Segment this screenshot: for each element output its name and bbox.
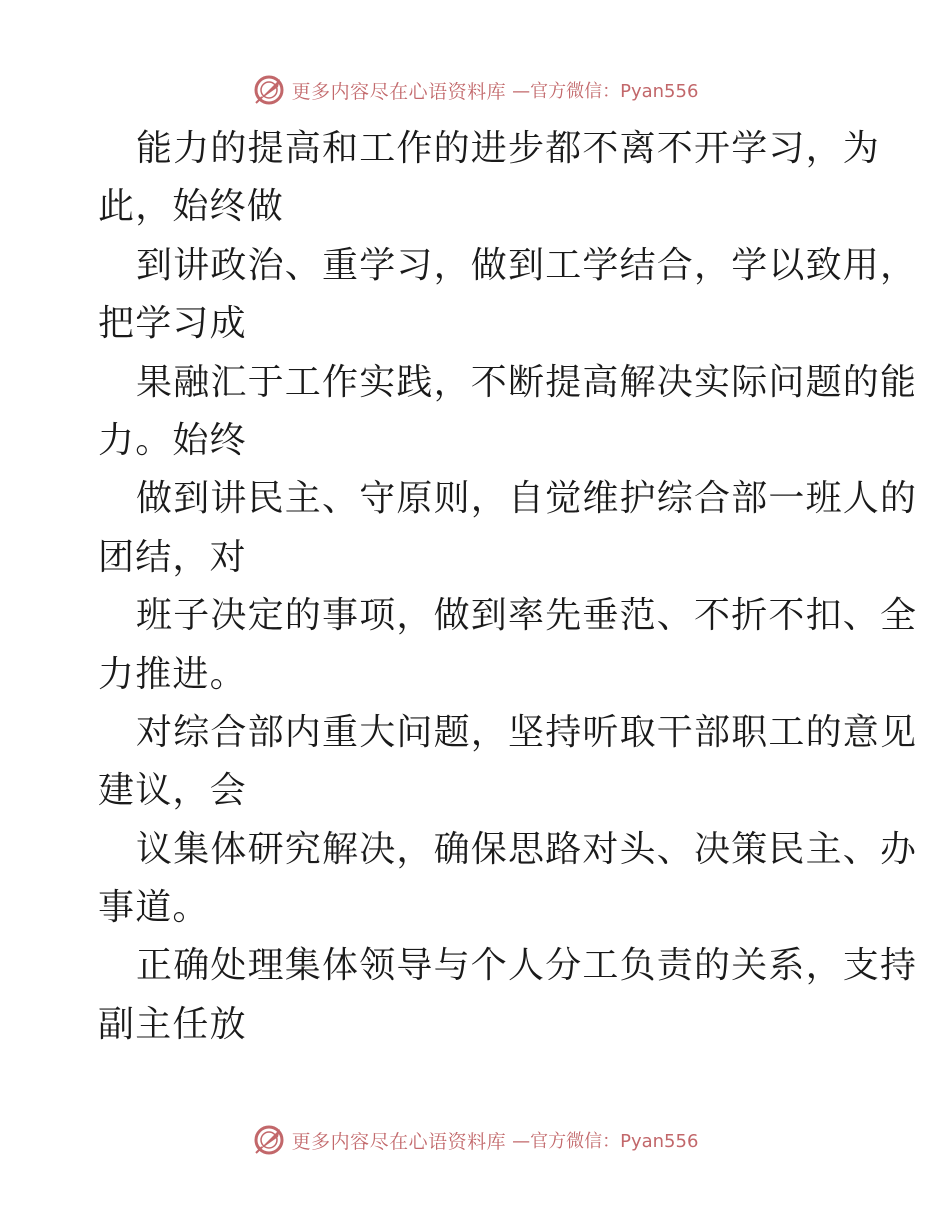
text-line: 此，始终做 bbox=[98, 186, 285, 228]
text-line: 力。始终 bbox=[98, 419, 247, 461]
quill-seal-logo-icon bbox=[252, 73, 286, 107]
text-line: 果融汇于工作实践，不断提高解决实际问题的能 bbox=[136, 361, 918, 403]
text-line: 团结，对 bbox=[98, 536, 247, 578]
footer-banner bbox=[0, 1120, 950, 1160]
text-line: 能力的提高和工作的进步都不离不开学习，为 bbox=[136, 128, 881, 169]
text-line: 做到讲民主、守原则，自觉维护综合部一班人的 bbox=[136, 478, 918, 520]
header-banner bbox=[0, 70, 950, 110]
quill-seal-logo-icon bbox=[252, 1123, 286, 1157]
text-line: 力推进。 bbox=[98, 653, 247, 695]
text-line: 到讲政治、重学习，做到工学结合，学以致用， bbox=[136, 244, 918, 286]
text-line: 把学习成 bbox=[98, 303, 247, 345]
banner-contact: —官方微信：Pyan556 bbox=[512, 81, 699, 102]
banner-title: 更多内容尽在心语资料库 bbox=[291, 80, 507, 103]
text-line: 议集体研究解决，确保思路对头、决策民主、办 bbox=[136, 828, 918, 870]
text-line: 班子决定的事项，做到率先垂范、不折不扣、全 bbox=[136, 595, 918, 637]
document-body bbox=[98, 120, 918, 1054]
text-line: 建议，会 bbox=[98, 770, 247, 812]
text-line: 事道。 bbox=[98, 887, 210, 929]
banner-contact: —官方微信：Pyan556 bbox=[512, 1131, 699, 1152]
text-line: 副主任放 bbox=[98, 1003, 247, 1045]
text-line: 正确处理集体领导与个人分工负责的关系，支持 bbox=[136, 945, 918, 987]
banner-title: 更多内容尽在心语资料库 bbox=[291, 1130, 507, 1153]
text-line: 对综合部内重大问题，坚持听取干部职工的意见 bbox=[136, 711, 918, 753]
